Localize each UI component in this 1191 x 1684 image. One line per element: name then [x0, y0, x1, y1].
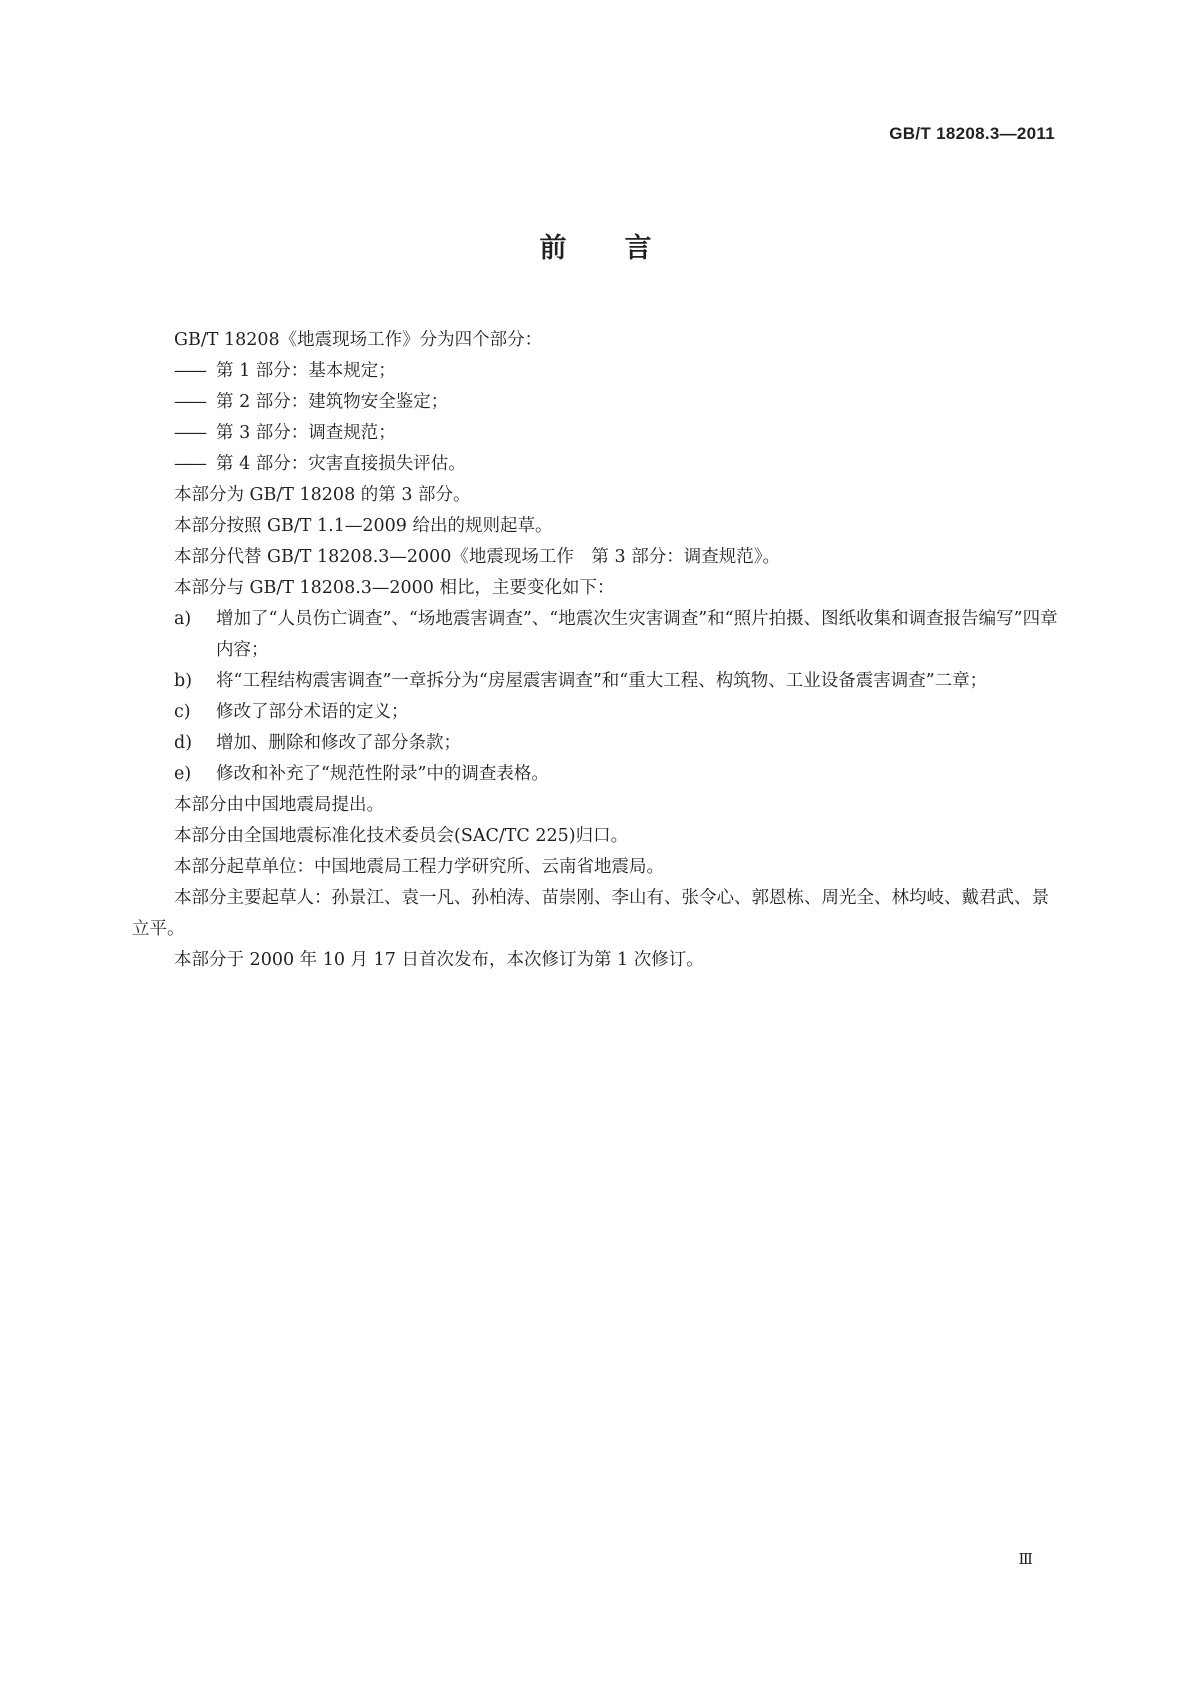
list-marker: c) — [174, 702, 191, 722]
page-number: Ⅲ — [1018, 1550, 1033, 1568]
change-text: 将“工程结构震害调查”一章拆分为“房屋震害调查”和“重大工程、构筑物、工业设备震害调查”二章； — [216, 671, 988, 691]
part-text: 第 1 部分：基本规定； — [216, 361, 396, 381]
paragraph: 本部分于 2000 年 10 月 17 日首次发布，本次修订为第 1 次修订。 — [174, 950, 704, 970]
dash-marker: —— — [174, 392, 205, 412]
part-text: 第 2 部分：建筑物安全鉴定； — [216, 392, 449, 412]
change-text: 修改了部分术语的定义； — [216, 702, 409, 722]
list-marker: a) — [174, 609, 192, 629]
part-item — [174, 449, 1058, 480]
paragraph: 本部分按照 GB/T 1.1—2009 给出的规则起草。 — [174, 516, 553, 536]
dash-marker: —— — [174, 454, 205, 474]
dash-marker: —— — [174, 361, 205, 381]
paragraph: 本部分为 GB/T 18208 的第 3 部分。 — [174, 485, 471, 505]
part-item — [174, 387, 1058, 418]
paragraph: 本部分与 GB/T 18208.3—2000 相比，主要变化如下： — [174, 578, 615, 598]
change-item — [174, 604, 1058, 666]
dash-marker: —— — [174, 423, 205, 443]
part-text: 第 3 部分：调查规范； — [216, 423, 396, 443]
standard-code: GB/T 18208.3—2011 — [889, 124, 1055, 143]
paragraph: 本部分代替 GB/T 18208.3—2000《地震现场工作 第 3 部分：调查规范》。 — [174, 547, 780, 567]
list-marker: b) — [174, 671, 193, 691]
change-item — [174, 728, 1058, 759]
paragraph: 本部分由全国地震标准化技术委员会(SAC/TC 225)归口。 — [174, 826, 629, 846]
part-item — [174, 418, 1058, 449]
change-text: 增加、删除和修改了部分条款； — [216, 733, 461, 753]
list-marker: d) — [174, 733, 193, 753]
intro-paragraph: GB/T 18208《地震现场工作》分为四个部分： — [174, 330, 543, 350]
change-item — [174, 759, 1058, 790]
paragraph: 本部分由中国地震局提出。 — [174, 795, 384, 815]
foreword-body — [132, 325, 1058, 976]
paragraph: 本部分起草单位：中国地震局工程力学研究所、云南省地震局。 — [174, 857, 664, 877]
part-item — [174, 356, 1058, 387]
drafters-paragraph: 本部分主要起草人：孙景江、袁一凡、孙柏涛、苗崇刚、李山有、张令心、郭恩栋、周光全、林均岐、戴君武、景立平。 — [132, 888, 1049, 939]
list-marker: e) — [174, 764, 192, 784]
change-item — [174, 666, 1058, 697]
change-item — [174, 697, 1058, 728]
page-title: 前言 — [539, 233, 710, 264]
part-text: 第 4 部分：灾害直接损失评估。 — [216, 454, 466, 474]
change-text: 增加了“人员伤亡调查”、“场地震害调查”、“地震次生灾害调查”和“照片拍摄、图纸收集和调查报告编写”四章内容； — [216, 609, 1058, 660]
change-text: 修改和补充了“规范性附录”中的调查表格。 — [216, 764, 549, 784]
